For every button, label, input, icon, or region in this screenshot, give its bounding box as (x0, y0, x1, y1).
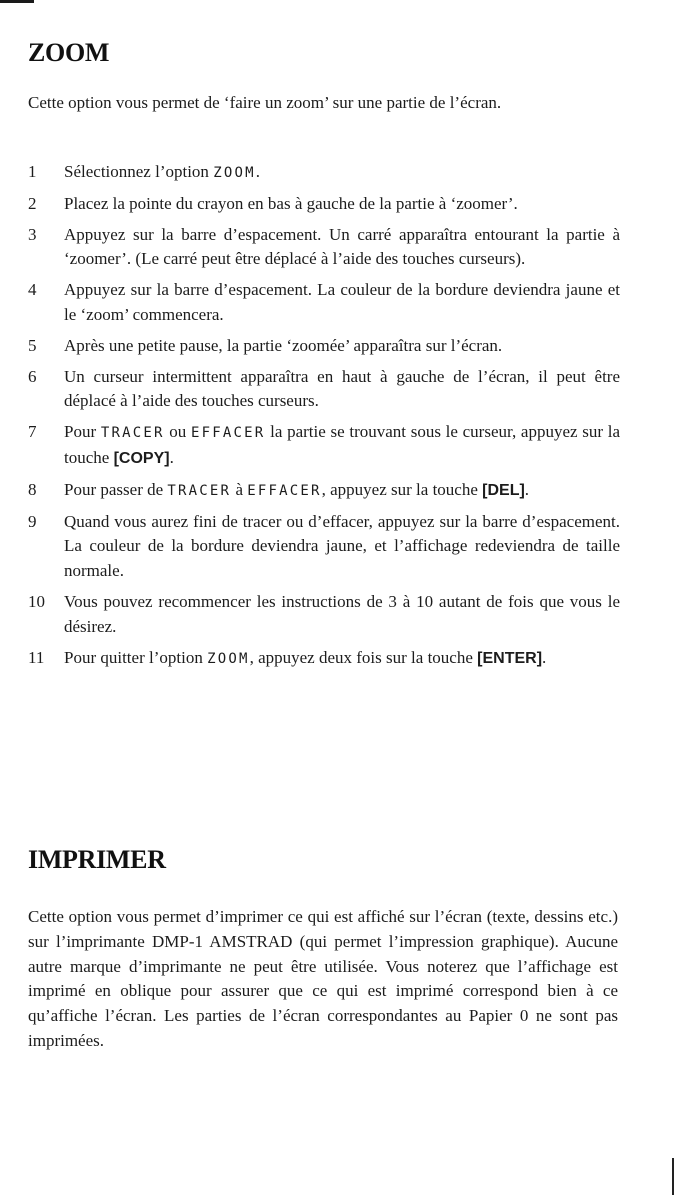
step-item (28, 365, 620, 415)
option-code: TRACER (167, 482, 232, 499)
page-edge-mark (672, 1158, 674, 1195)
top-rule (0, 0, 34, 3)
step-text: Quand vous aurez fini de tracer ou d’effacer, appuyez sur la barre d’espacement. La couleur de la bordure deviendra jaune, et l’affichage redeviendra de taille normale. (64, 511, 620, 581)
step-item (28, 510, 620, 584)
step-item (28, 160, 620, 186)
option-code: ZOOM (213, 165, 256, 181)
step-text: . (524, 479, 530, 499)
step-number: 1 (28, 162, 37, 181)
step-text: Placez la pointe du crayon en bas à gauche de la partie à ‘zoomer’. (64, 193, 518, 213)
zoom-steps-list (28, 160, 620, 671)
step-text: à (231, 479, 248, 499)
step-text: Sélectionnez l’option (64, 162, 214, 181)
step-item (28, 646, 620, 672)
step-number: 7 (28, 422, 37, 442)
step-text: Pour passer de (64, 479, 168, 499)
imprimer-heading: IMPRIMER (28, 845, 166, 874)
option-code: TRACER (100, 425, 165, 442)
step-number: 11 (28, 647, 45, 667)
step-number: 4 (28, 280, 37, 300)
step-text: Après une petite pause, la partie ‘zoomée’ apparaîtra sur l’écran. (64, 335, 503, 355)
step-text: Un curseur intermittent apparaîtra en haut à gauche de l’écran, il peut être déplacé à l’aide des touches curseurs. (64, 366, 620, 411)
step-text: . (169, 447, 174, 467)
step-text: ou (164, 422, 192, 442)
step-text: Vous pouvez recommencer les instructions de 3 à 10 autant de fois que vous le désirez. (64, 591, 620, 636)
option-code: ZOOM (207, 650, 250, 667)
step-text: Pour (64, 422, 101, 442)
step-text: . (255, 162, 260, 181)
step-text: Appuyez sur la barre d’espacement. Un carré apparaîtra entourant la partie à ‘zoomer’. (Le carré peut être déplacé à l’aide des touches curseurs). (64, 224, 620, 269)
imprimer-body: Cette option vous permet d’imprimer ce qui est affiché sur l’écran (texte, dessins etc.) sur l’imprimante DMP-1 AMSTRAD (qui permet l’impression graphique). Aucune autre marque d’imprimante ne peut être utilisée. Vous noterez que l’affichage est imprimé en oblique pour assurer que ce qui est imprimé correspond bien à ce qu’affiche l’écran. Les parties de l’écran correspondantes au Papier 0 ne sont pas imprimées. (28, 907, 618, 1050)
step-text: Pour quitter l’option (64, 647, 208, 667)
step-item (28, 192, 620, 217)
step-text: . (542, 647, 547, 667)
key-label: [DEL] (482, 481, 525, 499)
step-text: la partie se trouvant sous le curseur, appuyez sur la touche (64, 422, 621, 467)
step-number: 2 (28, 193, 37, 213)
option-code: EFFACER (247, 482, 322, 499)
zoom-heading: ZOOM (28, 38, 110, 67)
step-number: 6 (28, 366, 37, 386)
step-text: Appuyez sur la barre d’espacement. La couleur de la bordure deviendra jaune et le ‘zoom’ commencera. (64, 280, 620, 324)
step-item (28, 590, 620, 640)
key-label: [ENTER] (477, 649, 543, 667)
key-label: [COPY] (113, 449, 170, 467)
step-item (28, 420, 620, 472)
zoom-intro: Cette option vous permet de ‘faire un zoom’ sur une partie de l’écran. (28, 93, 502, 112)
step-number: 10 (28, 591, 45, 611)
step-number: 3 (28, 224, 37, 244)
step-item (28, 223, 620, 273)
step-item (28, 278, 620, 328)
step-text: , appuyez deux fois sur la touche (249, 647, 478, 667)
step-number: 8 (28, 479, 37, 499)
step-item (28, 478, 620, 504)
option-code: EFFACER (191, 425, 266, 442)
step-text: , appuyez sur la touche (321, 479, 483, 499)
step-number: 9 (28, 511, 37, 531)
step-item (28, 334, 620, 359)
step-number: 5 (28, 335, 37, 355)
